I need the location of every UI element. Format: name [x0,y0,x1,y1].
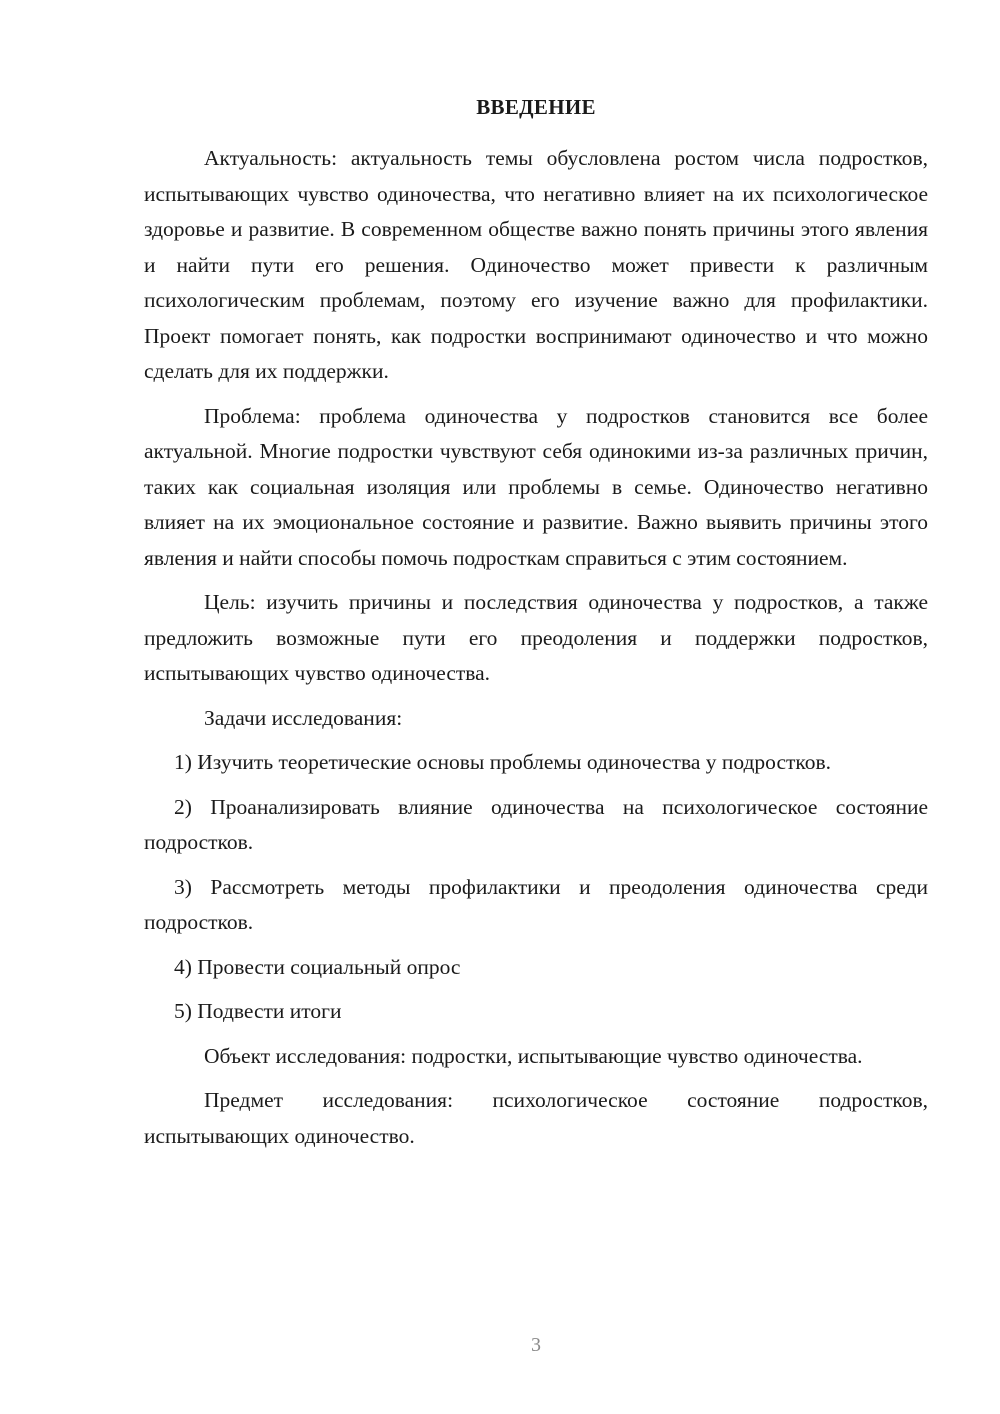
goal-paragraph: Цель: изучить причины и последствия одиночества у подростков, а также предложить возможные пути его преодоления и поддержки подростков, испытывающих чувство одиночества. [144,590,928,685]
task-item-5: 5) Подвести итоги [174,999,342,1023]
task-item-1: 1) Изучить теоретические основы проблемы одиночества у подростков. [174,750,832,774]
page-number: 3 [531,1334,541,1356]
task-item-3: 3) Рассмотреть методы профилактики и преодоления одиночества среди подростков. [144,874,928,934]
document-body [144,141,928,1163]
problem-paragraph: Проблема: проблема одиночества у подростков становится все более актуальной. Многие подростки чувствуют себя одинокими из-за различных причин, таких как социальная изоляция или проблемы в семье. Одиночество негативно влияет на их эмоциональное состояние и развитие. Важно выявить причины этого явления и найти способы помочь подросткам справиться с этим состоянием. [144,403,928,570]
task-item-2: 2) Проанализировать влияние одиночества на психологическое состояние подростков. [144,794,928,854]
task-item-4: 4) Провести социальный опрос [174,954,461,979]
subject-paragraph: Предмет исследования: психологическое состояние подростков, испытывающих одиночество. [144,1088,928,1148]
object-paragraph: Объект исследования: подростки, испытывающие чувство одиночества. [204,1043,863,1068]
relevance-paragraph: Актуальность: актуальность темы обусловлена ростом числа подростков, испытывающих чувство одиночества, что негативно влияет на их психологическое здоровье и развитие. В современном обществе важно понять причины этого явления и найти пути его решения. Одиночество может привести к различным психологическим проблемам, поэтому его изучение важно для профилактики. Проект помогает понять, как подростки воспринимают одиночество и что можно сделать для их поддержки. [144,146,928,383]
tasks-heading: Задачи исследования: [204,705,403,730]
page-title: ВВЕДЕНИЕ [476,95,596,119]
